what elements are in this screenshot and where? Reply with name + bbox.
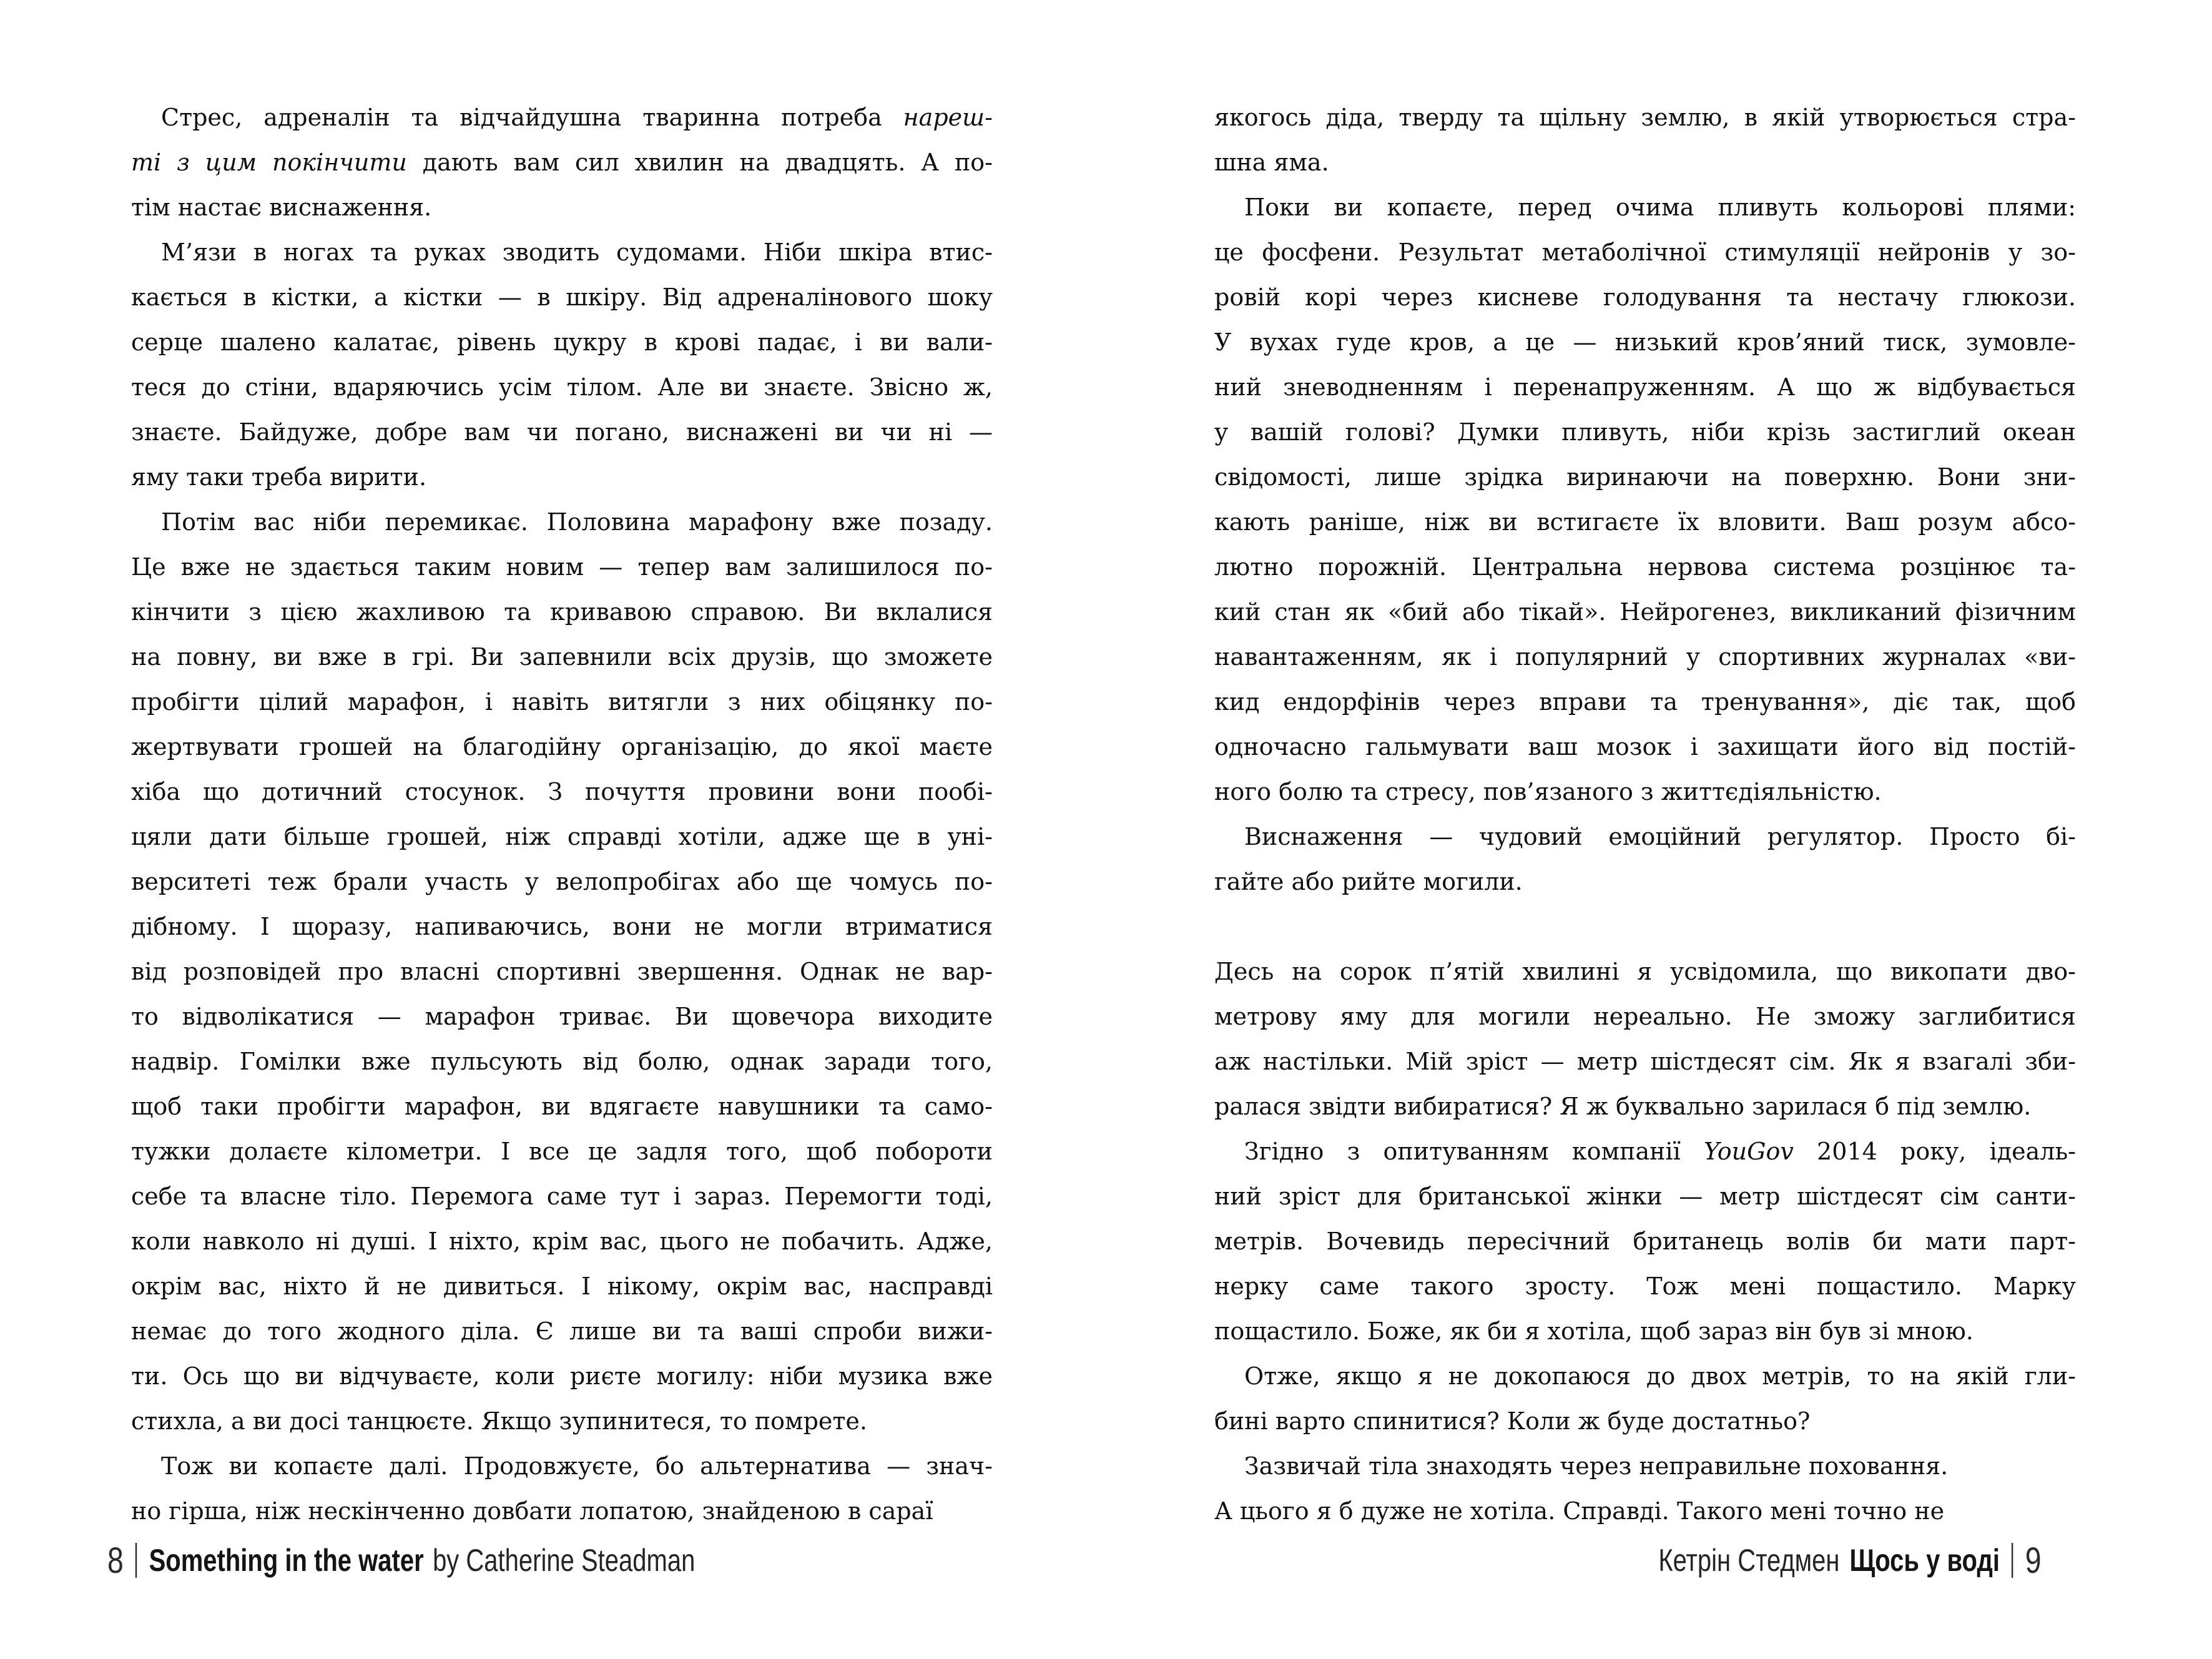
text-segment: шна яма. bbox=[1214, 149, 1329, 176]
book-title-ukrainian: Щось у воді bbox=[1849, 1543, 2000, 1578]
text-segment: на повну, ви вже в грі. Ви запевнили всіх друзів, що зможете bbox=[131, 643, 993, 671]
text-line bbox=[131, 994, 993, 1039]
text-segment: Десь на сорок п’ятій хвилині я усвідомила, що викопати дво- bbox=[1214, 958, 2076, 985]
text-line bbox=[131, 365, 993, 410]
text-segment: Згідно з опитуванням компанії bbox=[1244, 1138, 1704, 1165]
text-line bbox=[131, 724, 993, 769]
text-line bbox=[1214, 814, 2076, 859]
text-segment: 2014 року, ідеаль- bbox=[1793, 1138, 2076, 1165]
text-line bbox=[1214, 769, 2076, 814]
text-segment: дають вам сил хвилин на двадцять. А по- bbox=[406, 149, 993, 176]
text-line bbox=[1214, 455, 2076, 500]
text-line bbox=[131, 1444, 993, 1489]
text-segment: свідомості, лише зрідка виринаючи на поверхню. Вони зни- bbox=[1214, 463, 2076, 491]
text-line bbox=[1214, 140, 2076, 185]
text-segment: метрову яму для могили нереально. Не зможу заглибитися bbox=[1214, 1003, 2076, 1030]
text-line bbox=[1214, 1309, 2076, 1354]
text-line bbox=[1214, 1354, 2076, 1399]
text-line bbox=[131, 230, 993, 275]
text-segment: Отже, якщо я не докопаюся до двох метрів, то на якій гли- bbox=[1244, 1362, 2076, 1390]
text-segment: якогось діда, тверду та щільну землю, в якій утворюється стра- bbox=[1214, 104, 2076, 131]
text-line bbox=[131, 949, 993, 994]
text-line bbox=[131, 500, 993, 544]
text-line bbox=[131, 410, 993, 455]
text-segment: кий стан як «бий або тікай». Нейрогенез, викликаний фізичним bbox=[1214, 598, 2076, 626]
text-segment: знаєте. Байдуже, добре вам чи погано, виснажені ви чи ні — bbox=[131, 418, 993, 446]
text-line bbox=[131, 320, 993, 365]
text-segment: аж настільки. Мій зріст — метр шістдесят сім. Як я взагалі зби- bbox=[1214, 1048, 2076, 1075]
text-segment: Поки ви копаєте, перед очима пливуть кольорові плями: bbox=[1244, 194, 2076, 221]
text-segment: кають раніше, ніж ви встигаєте їх вловити. Ваш розум абсо- bbox=[1214, 508, 2076, 536]
text-line bbox=[1214, 949, 2076, 994]
text-segment: ралася звідти вибиратися? Я ж буквально зарилася б під землю. bbox=[1214, 1093, 2032, 1120]
text-line bbox=[131, 140, 993, 185]
text-segment: пощастило. Боже, як би я хотіла, щоб зараз він був зі мною. bbox=[1214, 1317, 1974, 1345]
text-line bbox=[1214, 544, 2076, 589]
text-line bbox=[1214, 1039, 2076, 1084]
text-segment: ний зріст для британської жінки — метр шістдесят сім санти- bbox=[1214, 1183, 2076, 1210]
text-segment: одночасно гальмувати ваш мозок і захищати його від постій- bbox=[1214, 733, 2076, 761]
text-segment: У вухах гуде кров, а це — низький кров’яний тиск, зумовле- bbox=[1214, 328, 2076, 356]
right-page-text bbox=[1214, 95, 2076, 1533]
text-segment: кид ендорфінів через вправи та тренування», діє так, щоб bbox=[1214, 688, 2076, 716]
text-line bbox=[131, 1489, 993, 1533]
text-segment: серце шалено калатає, рівень цукру в крові падає, і ви вали- bbox=[131, 328, 993, 356]
text-segment: но гірша, ніж нескінченно довбати лопатою, знайденою в сараї bbox=[131, 1497, 933, 1525]
text-line bbox=[131, 1309, 993, 1354]
text-segment: Виснаження — чудовий емоційний регулятор. Просто бі- bbox=[1244, 823, 2076, 850]
text-segment: яму таки треба вирити. bbox=[131, 463, 427, 491]
text-segment: надвір. Гомілки вже пульсують від болю, однак заради того, bbox=[131, 1048, 993, 1075]
text-segment: Зазвичай тіла знаходять через неправильне поховання. bbox=[1244, 1452, 1949, 1480]
text-line bbox=[1214, 185, 2076, 230]
text-segment: немає до того жодного діла. Є лише ви та ваші спроби вижи- bbox=[131, 1317, 993, 1345]
text-segment: гайте або рийте могили. bbox=[1214, 868, 1523, 895]
text-line bbox=[131, 904, 993, 949]
text-line bbox=[1214, 95, 2076, 140]
text-line bbox=[131, 1084, 993, 1129]
text-segment: ти. Ось що ви відчуваєте, коли риєте могилу: ніби музика вже bbox=[131, 1362, 993, 1390]
text-line bbox=[131, 859, 993, 904]
text-segment: то відволікатися — марафон триває. Ви щовечора виходите bbox=[131, 1003, 993, 1030]
text-line bbox=[1214, 1264, 2076, 1309]
text-line bbox=[1214, 724, 2076, 769]
text-line bbox=[1214, 500, 2076, 544]
text-segment: жертвувати грошей на благодійну організацію, до якої маєте bbox=[131, 733, 993, 761]
text-segment: А цього я б дуже не хотіла. Справді. Такого мені точно не bbox=[1214, 1497, 1945, 1525]
text-segment: верситеті теж брали участь у велопробігах або ще чомусь по- bbox=[131, 868, 993, 895]
right-page-footer bbox=[1659, 1540, 2042, 1581]
text-line bbox=[1214, 679, 2076, 724]
text-line bbox=[1214, 1084, 2076, 1129]
text-line bbox=[131, 1264, 993, 1309]
italic-text-segment: ті з цим покінчити bbox=[131, 149, 407, 176]
footer-separator-rule bbox=[2012, 1543, 2013, 1578]
text-line bbox=[131, 275, 993, 320]
text-line bbox=[1214, 634, 2076, 679]
text-line bbox=[131, 95, 993, 140]
text-segment: ного болю та стресу, пов’язаного з життєдіяльністю. bbox=[1214, 778, 1882, 805]
text-line bbox=[131, 1129, 993, 1174]
left-page-number: 8 bbox=[107, 1540, 124, 1581]
text-segment: окрім вас, ніхто й не дивиться. І нікому, окрім вас, насправді bbox=[131, 1273, 993, 1300]
text-segment: цяли дати більше грошей, ніж справді хотіли, адже ще в уні- bbox=[131, 823, 993, 850]
text-line bbox=[1214, 859, 2076, 904]
text-segment: навантаженням, як і популярний у спортивних журналах «ви- bbox=[1214, 643, 2076, 671]
text-segment: ний зневодненням і перенапруженням. А що ж відбувається bbox=[1214, 373, 2076, 401]
text-segment: коли навколо ні душі. І ніхто, крім вас, цього не побачить. Адже, bbox=[131, 1228, 993, 1255]
text-segment: М’язи в ногах та руках зводить судомами. Ніби шкіра втис- bbox=[161, 239, 993, 266]
text-line bbox=[131, 455, 993, 500]
text-line bbox=[131, 1174, 993, 1219]
text-line bbox=[131, 544, 993, 589]
text-line bbox=[1214, 320, 2076, 365]
text-segment: метрів. Вочевидь пересічний британець волів би мати парт- bbox=[1214, 1228, 2076, 1255]
text-segment: Це вже не здається таким новим — тепер вам залишилося по- bbox=[131, 553, 993, 581]
text-segment: це фосфени. Результат метаболічної стимуляції нейронів у зо- bbox=[1214, 239, 2076, 266]
text-line bbox=[1214, 1444, 2076, 1489]
footer-separator-rule bbox=[135, 1543, 137, 1578]
text-line bbox=[131, 679, 993, 724]
text-line bbox=[131, 634, 993, 679]
left-page-text bbox=[131, 95, 993, 1533]
italic-text-segment: YouGov bbox=[1703, 1138, 1794, 1165]
text-line bbox=[1214, 410, 2076, 455]
text-line bbox=[1214, 1129, 2076, 1174]
text-segment: щоб таки пробігти марафон, ви вдягаєте навушники та само- bbox=[131, 1093, 993, 1120]
text-segment: тужки долаєте кілометри. І все це задля того, щоб побороти bbox=[131, 1138, 993, 1165]
text-line bbox=[1214, 1489, 2076, 1533]
book-author-ukrainian: Кетрін Стедмен bbox=[1658, 1543, 1840, 1578]
text-line bbox=[131, 1039, 993, 1084]
text-line bbox=[131, 1354, 993, 1399]
text-segment: пробігти цілий марафон, і навіть витягли з них обіцянку по- bbox=[131, 688, 993, 716]
left-page-footer bbox=[107, 1540, 695, 1581]
text-line bbox=[1214, 1219, 2076, 1264]
text-segment: бині варто спинитися? Коли ж буде достатньо? bbox=[1214, 1407, 1811, 1435]
text-line bbox=[1214, 589, 2076, 634]
text-line bbox=[131, 814, 993, 859]
text-segment: кається в кістки, а кістки — в шкіру. Від адреналінового шоку bbox=[131, 283, 993, 311]
italic-text-segment: нареш- bbox=[903, 104, 993, 131]
text-line bbox=[131, 769, 993, 814]
book-title-english: Something in the water bbox=[149, 1543, 424, 1578]
blank-line bbox=[1214, 904, 2076, 949]
text-segment: себе та власне тіло. Перемога саме тут і зараз. Перемогти тоді, bbox=[131, 1183, 993, 1210]
text-segment: стихла, а ви досі танцюєте. Якщо зупинитеся, то помрете. bbox=[131, 1407, 868, 1435]
text-segment: Потім вас ніби перемикає. Половина марафону вже позаду. bbox=[161, 508, 993, 536]
text-segment: кінчити з цією жахливою та кривавою справою. Ви вклалися bbox=[131, 598, 993, 626]
text-line bbox=[1214, 275, 2076, 320]
text-segment: теся до стіни, вдаряючись усім тілом. Але ви знаєте. Звісно ж, bbox=[131, 373, 993, 401]
right-page-number: 9 bbox=[2025, 1540, 2042, 1581]
book-byline: by Catherine Steadman bbox=[433, 1543, 696, 1578]
text-segment: нерку саме такого зросту. Тож мені пощастило. Марку bbox=[1214, 1273, 2076, 1300]
text-line bbox=[131, 1219, 993, 1264]
text-segment: хіба що дотичний стосунок. З почуття провини вони пообі- bbox=[131, 778, 993, 805]
text-segment: дібному. І щоразу, напиваючись, вони не могли втриматися bbox=[131, 913, 993, 940]
text-segment: Стрес, адреналін та відчайдушна тваринна потреба bbox=[161, 104, 903, 131]
text-segment: ровій корі через кисневе голодування та нестачу глюкози. bbox=[1214, 283, 2076, 311]
text-line bbox=[1214, 1174, 2076, 1219]
text-line bbox=[131, 185, 993, 230]
text-line bbox=[131, 589, 993, 634]
text-segment: тім настає виснаження. bbox=[131, 194, 432, 221]
text-line bbox=[1214, 994, 2076, 1039]
text-line bbox=[1214, 230, 2076, 275]
text-segment: лютно порожній. Центральна нервова система розцінює та- bbox=[1214, 553, 2076, 581]
text-line bbox=[1214, 365, 2076, 410]
text-segment: від розповідей про власні спортивні звершення. Однак не вар- bbox=[131, 958, 993, 985]
text-line bbox=[131, 1399, 993, 1444]
text-segment: Тож ви копаєте далі. Продовжуєте, бо альтернатива — знач- bbox=[161, 1452, 993, 1480]
text-line bbox=[1214, 1399, 2076, 1444]
text-segment: у вашій голові? Думки пливуть, ніби крізь застиглий океан bbox=[1214, 418, 2076, 446]
